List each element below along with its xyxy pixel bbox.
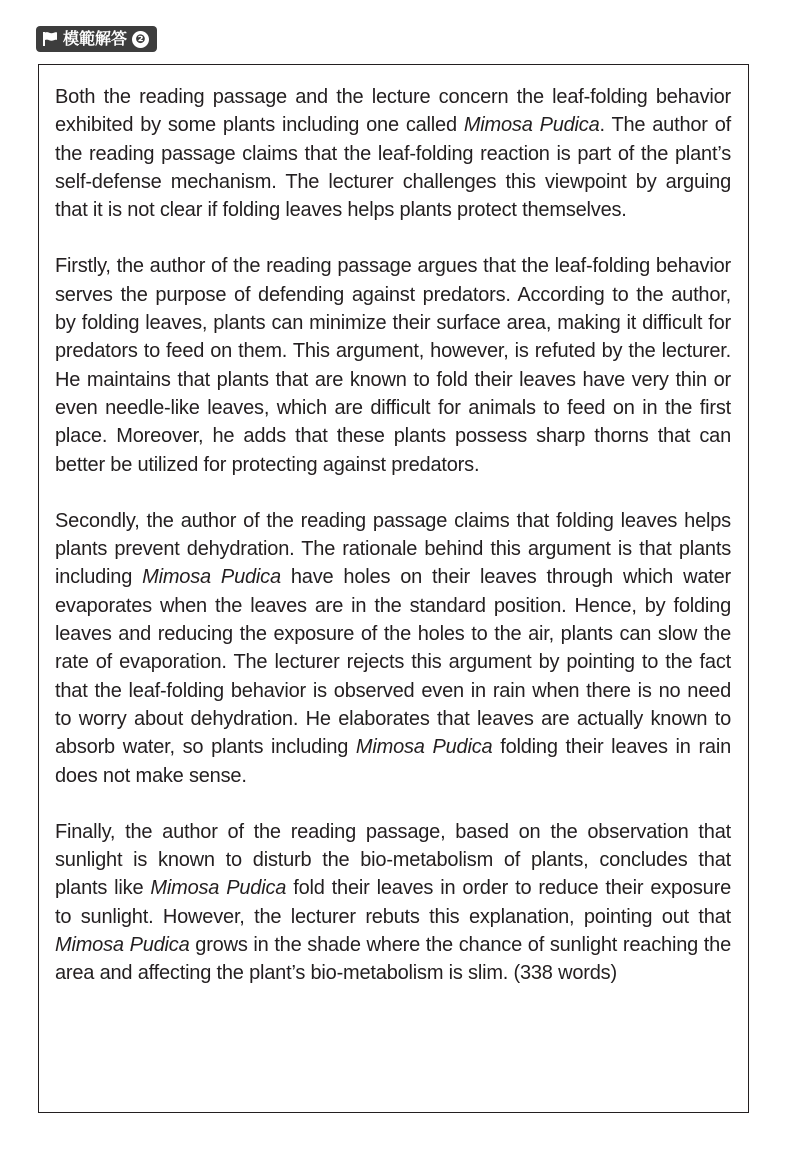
text-run: grows in the shade where the chance of sunlight reaching the area and affecting the plant’s bio-metabolism is slim. (338 words) <box>55 934 731 985</box>
text-run: Both the reading passage and the lecture concern the leaf-folding behavior exhibited by some plants including one called <box>55 86 731 137</box>
answer-box <box>38 64 749 1113</box>
label-number: ❷ <box>132 31 149 48</box>
paragraph-2 <box>55 252 731 478</box>
species-name: Mimosa Pudica <box>150 877 287 900</box>
label-text: 模範解答 <box>63 29 128 48</box>
paragraph-1 <box>55 83 731 224</box>
text-run: have holes on their leaves through which water evaporates when the leaves are in the standard position. Hence, by folding leaves and reducing the exposure of the holes to the air, plants can slow the rate of evaporation. The lecturer rejects this argument by pointing to the fact that the leaf-folding behavior is observed even in rain when there is no need to worry about dehydration. He elaborates that leaves are actually known to absorb water, so plants including <box>55 566 731 759</box>
text-run: fold their leaves in order to reduce their exposure to sunlight. However, the lecturer rebuts this explanation, pointing out that <box>55 877 731 928</box>
text-run: Secondly, the author of the reading passage claims that folding leaves helps plants prevent dehydration. The rationale behind this argument is that plants including <box>55 509 731 589</box>
species-name: Mimosa Pudica <box>463 114 600 137</box>
model-answer-label <box>36 26 157 52</box>
species-name: Mimosa Pudica <box>355 736 493 759</box>
paragraph-3 <box>55 507 731 790</box>
text-run: Finally, the author of the reading passage, based on the observation that sunlight is known to disturb the bio-metabolism of plants, concludes that plants like <box>55 820 731 900</box>
flag-icon <box>42 31 58 47</box>
species-name: Mimosa Pudica <box>55 934 190 957</box>
text-run: folding their leaves in rain does not make sense. <box>55 736 731 787</box>
text-run: . The author of the reading passage claims that the leaf-folding reaction is part of the plant’s self-defense mechanism. The lecturer challenges this viewpoint by arguing that it is not clear if folding leaves helps plants protect themselves. <box>55 114 731 222</box>
paragraph-4 <box>55 818 731 988</box>
species-name: Mimosa Pudica <box>142 566 281 589</box>
text-run: Firstly, the author of the reading passage argues that the leaf-folding behavior serves the purpose of defending against predators. According to the author, by folding leaves, plants can minimize their surface area, making it difficult for predators to feed on them. This argument, however, is refuted by the lecturer. He maintains that plants that are known to fold their leaves have very thin or even needle-like leaves, which are difficult for animals to feed on in the first place. Moreover, he adds that these plants possess sharp thorns that can better be utilized for protecting against predators. <box>55 255 731 476</box>
